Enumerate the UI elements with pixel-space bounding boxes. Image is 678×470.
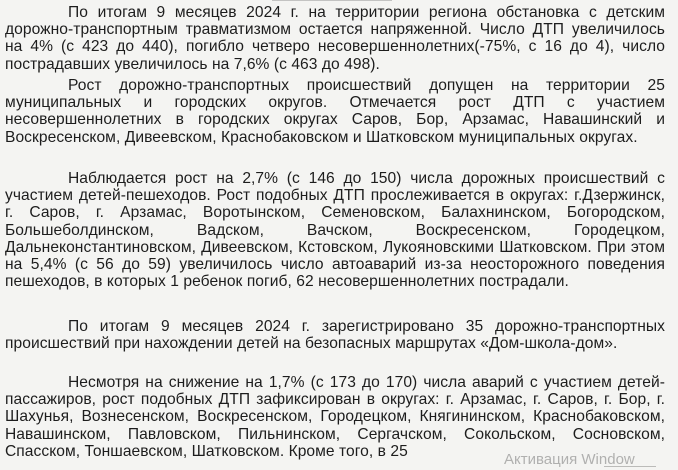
paragraph-4 [5,318,665,352]
paragraph-3 [5,170,665,290]
cut-off-top-line [272,0,392,1]
paragraph-2-text: Рост дорожно-транспортных происшествий допущен на территории 25 муниципальных и городских округов. Отмечается рост ДТП с участием несовершеннолетних в городских округах Саров, Бор, Арзамас, Навашинский и Воскресенском, Дивеевском, Краснобаковском и Шатковском муниципальных округах. [5,77,665,146]
windows-activation-watermark: Активация Window [504,451,635,468]
paragraph-1 [5,4,665,73]
paragraph-2 [5,77,665,146]
paragraph-5 [5,374,665,460]
paragraph-1-text: По итогам 9 месяцев 2024 г. на территории региона обстановка с детским дорожно-транспортным травматизмом остается напряженной. Число ДТП увеличилось на 4% (с 423 до 440), погибло четверо несовершеннолетних(-75%, с 16 до 4), число пострадавших увеличилось на 7,6% (с 463 до 498). [5,4,665,73]
faint-scan-mark [604,466,656,470]
paragraph-3-text: Наблюдается рост на 2,7% (с 146 до 150) числа дорожных происшествий с участием детей-пешеходов. Рост подобных ДТП прослеживается в округах: г.Дзержинск, г. Саров, г. Арзамас, Воротынском, Семеновском, Балахнинском, Богородском, Большеболдинском, Вадском, Вачском, Воскресенском, Городецком, Дальнеконстантиновском, Дивеевском, Кстовском, Лукояновскими Шатковском. При этом на 5,4% (с 56 до 59) увеличилось число автоаварий из-за неосторожного поведения пешеходов, в которых 1 ребенок погиб, 62 несовершеннолетних пострадали. [5,170,665,291]
paragraph-4-text: По итогам 9 месяцев 2024 г. зарегистрировано 35 дорожно-транспортных происшествий при нахождении детей на безопасных маршрутах «Дом-школа-дом». [5,318,665,353]
paragraph-5-text: Несмотря на снижение на 1,7% (с 173 до 170) числа аварий с участием детей-пассажиров, рост подобных ДТП зафиксирован в округах: г. Арзамас, г. Саров, г. Бор, г. Шахунья, Вознесенском, Воскресенском, Городецком, Княгининском, Краснобаковском, Навашинском, Павловском, Пильнинском, Сергачском, Сокольском, Сосновском, Спасском, Тоншаевском, Шатковском. Кроме того, в 25 [5,374,665,460]
